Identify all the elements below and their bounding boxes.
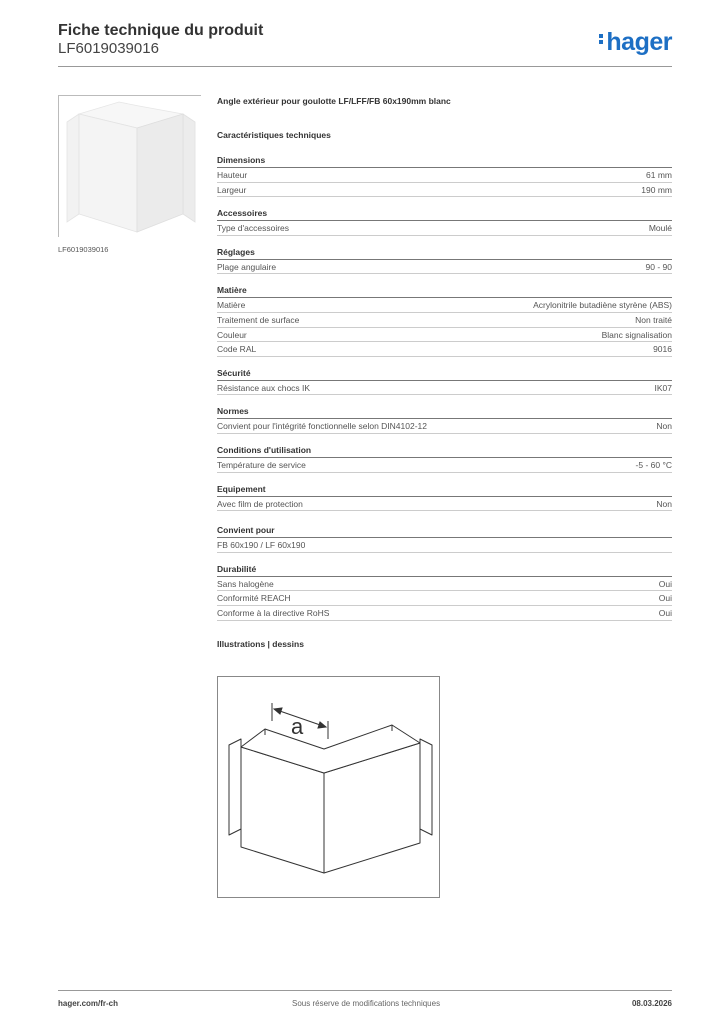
spec-label: Plage angulaire — [217, 261, 277, 272]
spec-row — [217, 419, 672, 434]
spec-value: Non — [656, 498, 672, 509]
group-conditions — [217, 445, 672, 473]
page-title: Fiche technique du produit — [58, 22, 264, 39]
spec-label: Type d'accessoires — [217, 223, 290, 234]
spec-value: 9016 — [653, 344, 672, 355]
spec-row — [217, 497, 672, 512]
spec-row — [217, 328, 672, 343]
dimension-label-a: a — [291, 714, 304, 739]
spec-label: Matière — [217, 300, 246, 311]
product-details — [217, 96, 672, 649]
group-title: Matière — [217, 285, 672, 298]
logo-dots-icon — [599, 32, 604, 46]
group-title: Accessoires — [217, 208, 672, 221]
group-equipement — [217, 484, 672, 512]
group-title: Réglages — [217, 247, 672, 260]
product-description: Angle extérieur pour goulotte LF/LFF/FB 60x190mm blanc — [217, 96, 451, 106]
spec-label: Conformité REACH — [217, 593, 291, 604]
spec-label: Avec film de protection — [217, 498, 303, 509]
spec-row — [217, 168, 672, 183]
spec-value: 190 mm — [641, 184, 672, 195]
spec-value: Acrylonitrile butadiène styrène (ABS) — [533, 300, 672, 311]
spec-value: IK07 — [654, 382, 672, 393]
group-convient-pour — [217, 525, 672, 553]
spec-label: Convient pour l'intégrité fonctionnelle selon DIN4102-12 — [217, 421, 428, 432]
group-normes — [217, 406, 672, 434]
spec-row — [217, 591, 672, 606]
spec-label: Température de service — [217, 459, 306, 470]
group-reglages — [217, 247, 672, 275]
group-title: Equipement — [217, 484, 672, 497]
footer-website-link[interactable]: hager.com/fr-ch — [58, 999, 119, 1008]
spec-label: Traitement de surface — [217, 314, 300, 325]
spec-value: Oui — [658, 578, 672, 589]
group-durabilite — [217, 564, 672, 621]
spec-row — [217, 577, 672, 592]
spec-value: Non — [656, 421, 672, 432]
spec-row — [217, 221, 672, 236]
spec-value: Oui — [658, 593, 672, 604]
spec-row — [217, 183, 672, 198]
group-title: Convient pour — [217, 525, 672, 538]
footer-date: 08.03.2026 — [631, 999, 672, 1008]
product-reference: LF6019039016 — [58, 40, 159, 57]
header-divider — [58, 66, 672, 67]
product-photo-icon — [59, 96, 202, 238]
footer-divider — [58, 990, 672, 991]
spec-row — [217, 298, 672, 313]
spec-label: Conforme à la directive RoHS — [217, 607, 330, 618]
group-matiere — [217, 285, 672, 356]
group-title: Normes — [217, 406, 672, 419]
corner-drawing-icon — [218, 677, 439, 897]
product-image — [58, 95, 201, 237]
spec-value: Oui — [658, 607, 672, 618]
spec-row — [217, 260, 672, 275]
spec-row — [217, 313, 672, 328]
spec-row — [217, 381, 672, 396]
spec-row — [217, 538, 672, 553]
spec-label: Couleur — [217, 329, 247, 340]
logo-text: hager — [606, 28, 672, 56]
spec-label: Code RAL — [217, 344, 257, 355]
illustrations-title: Illustrations | dessins — [217, 638, 304, 649]
footer-notice: Sous réserve de modifications techniques — [292, 999, 441, 1008]
group-securite — [217, 368, 672, 396]
spec-value: Moulé — [648, 223, 672, 234]
spec-value: Non traité — [635, 314, 672, 325]
group-accessoires — [217, 208, 672, 236]
spec-label: Largeur — [217, 184, 247, 195]
group-title: Dimensions — [217, 155, 672, 168]
spec-value: -5 - 60 °C — [635, 459, 672, 470]
group-title: Sécurité — [217, 368, 672, 381]
spec-label: FB 60x190 / LF 60x190 — [217, 540, 306, 551]
hager-logo — [599, 28, 672, 57]
tech-characteristics-title: Caractéristiques techniques — [217, 130, 331, 140]
spec-row — [217, 342, 672, 357]
group-title: Conditions d'utilisation — [217, 445, 672, 458]
spec-row — [217, 606, 672, 621]
spec-row — [217, 458, 672, 473]
group-dimensions — [217, 155, 672, 197]
spec-label: Hauteur — [217, 170, 248, 180]
group-title: Durabilité — [217, 564, 672, 577]
spec-label: Résistance aux chocs IK — [217, 382, 311, 393]
spec-label: Sans halogène — [217, 578, 274, 589]
product-image-caption: LF6019039016 — [58, 245, 109, 254]
technical-drawing — [217, 676, 440, 898]
spec-value: 61 mm — [646, 170, 672, 180]
spec-value: 90 - 90 — [645, 261, 672, 272]
spec-value: Blanc signalisation — [601, 329, 672, 340]
